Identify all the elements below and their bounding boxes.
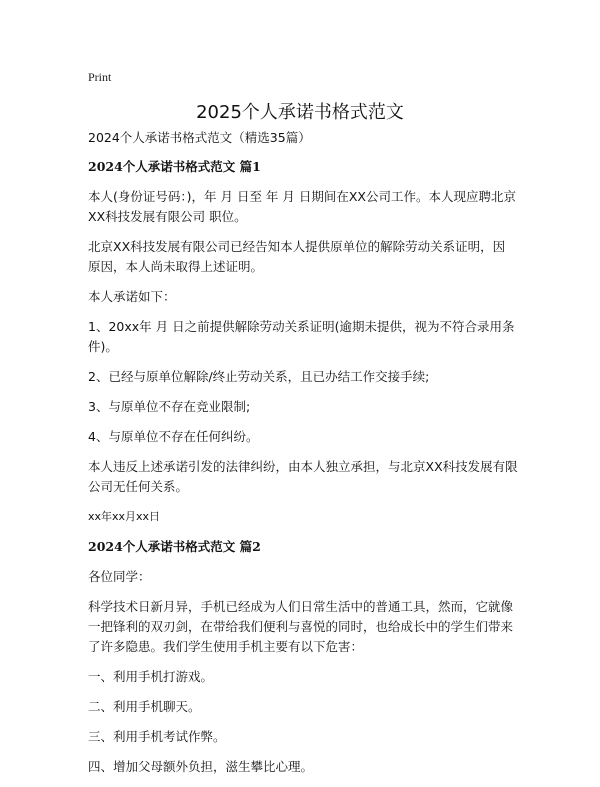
paragraph: 各位同学：: [88, 569, 151, 584]
list-item: 2、已经与原单位解除/终止劳动关系，且已办结工作交接手续;: [88, 369, 430, 384]
list-item: 二、利用手机聊天。: [88, 699, 201, 714]
section-heading-2: 2024个人承诺书格式范文 篇2: [88, 539, 261, 554]
section-heading-1: 2024个人承诺书格式范文 篇1: [88, 159, 261, 174]
list-item: 3、与原单位不存在竞业限制;: [88, 399, 251, 414]
paragraph: 科学技术日新月异，手机已经成为人们日常生活中的普通工具，然而，它就像一把锋利的双刃剑，在带给我们便利与喜悦的同时，也给成长中的学生们带来了许多隐患。我们学生使用手机主要有以下危害：: [88, 599, 514, 654]
document-body: [88, 128, 518, 787]
print-link[interactable]: Print: [88, 70, 112, 84]
list-item: 一、利用手机打游戏。: [88, 669, 214, 684]
document-subtitle: 2024个人承诺书格式范文（精选35篇）: [88, 130, 311, 145]
page-title: 2025个人承诺书格式范文: [196, 102, 404, 123]
paragraph: 本人承诺如下：: [88, 289, 176, 304]
list-item: 四、增加父母额外负担，滋生攀比心理。: [88, 759, 314, 774]
list-item: 4、与原单位不存在任何纠纷。: [88, 429, 259, 444]
paragraph: 本人(身份证号码：)，年 月 日至 年 月 日期间在XX公司工作。本人现应聘北京XX科技发展有限公司 职位。: [88, 189, 516, 224]
list-item: 1、20xx年 月 日之前提供解除劳动关系证明(逾期未提供，视为不符合录用条件)。: [88, 319, 515, 354]
list-item: 三、利用手机考试作弊。: [88, 729, 226, 744]
date-line: xx年xx月xx日: [88, 510, 161, 523]
paragraph: 本人违反上述承诺引发的法律纠纷，由本人独立承担，与北京XX科技发展有限公司无任何关系。: [88, 459, 518, 494]
paragraph: 北京XX科技发展有限公司已经告知本人提供原单位的解除劳动关系证明，因 原因，本人尚未取得上述证明。: [88, 239, 506, 274]
